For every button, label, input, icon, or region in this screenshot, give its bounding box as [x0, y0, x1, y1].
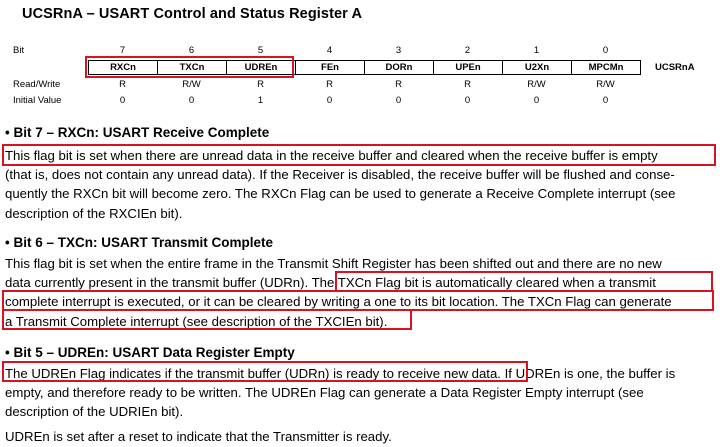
- bit-number: 1: [533, 45, 540, 56]
- text-line: description of the RXCIEn bit).: [5, 205, 183, 221]
- rw-cell: R: [395, 79, 402, 90]
- init-cell: 0: [533, 95, 540, 106]
- text-line: data currently present in the transmit buffer (UDRn). The TXCn Flag bit is automatically cleared when a transmit: [5, 275, 656, 291]
- highlight-box-bits: [85, 56, 294, 78]
- bit-name-cell: UPEn: [434, 61, 503, 74]
- highlight-box-txc-2: [2, 290, 714, 311]
- bit-name-cell: FEn: [296, 61, 365, 74]
- read-write-label: Read/Write: [13, 79, 61, 90]
- bit-name-cell: TXCn: [158, 61, 227, 74]
- highlight-box-udre: [2, 361, 528, 382]
- initial-value-label: Initial Value: [13, 95, 62, 106]
- bit-number: 3: [395, 45, 402, 56]
- rw-cell: R: [464, 79, 471, 90]
- init-cell: 0: [464, 95, 471, 106]
- section-footer-bit5: UDREn is set after a reset to indicate that the Transmitter is ready.: [5, 429, 392, 444]
- init-cell: 1: [257, 95, 264, 106]
- bit-label: Bit: [13, 45, 25, 56]
- rw-cell: R/W: [527, 79, 546, 90]
- bit-name-cell: DORn: [365, 61, 434, 74]
- text-line: description of the UDRIEn bit).: [5, 404, 184, 420]
- bit-name-cell: MPCMn: [588, 62, 624, 73]
- register-table: [0, 0, 720, 110]
- bit-name-cell: UDREn: [227, 61, 296, 74]
- init-cell: 0: [188, 95, 195, 106]
- init-cell: 0: [326, 95, 333, 106]
- bit-number: 6: [188, 45, 195, 56]
- text-line: quently the RXCn bit will become zero. The RXCn Flag can be used to generate a Receive Complete interrupt (see: [5, 186, 676, 202]
- bit-number: 2: [464, 45, 471, 56]
- rw-cell: R/W: [182, 79, 201, 90]
- section-heading-bit7: • Bit 7 – RXCn: USART Receive Complete: [5, 125, 270, 140]
- bit-name-cell: U2Xn: [503, 61, 572, 74]
- bit-number: 0: [602, 45, 609, 56]
- init-cell: 0: [119, 95, 126, 106]
- text-line: a Transmit Complete interrupt (see description of the TXCIEn bit).: [5, 313, 388, 329]
- highlight-box-rxc: [2, 144, 716, 166]
- page-title: UCSRnA – USART Control and Status Register A: [22, 6, 363, 22]
- rw-cell: R: [119, 79, 126, 90]
- bit-number: 7: [119, 45, 126, 56]
- register-name: UCSRnA: [655, 62, 695, 73]
- text-line: complete interrupt is executed, or it can be cleared by writing a one to its bit location. The TXCn Flag can generate: [5, 294, 672, 310]
- section-heading-bit6: • Bit 6 – TXCn: USART Transmit Complete: [5, 235, 274, 250]
- text-line: This flag bit is set when the entire frame in the Transmit Shift Register has been shifted out and there are no new: [5, 256, 662, 271]
- init-cell: 0: [395, 95, 402, 106]
- section-heading-bit5: • Bit 5 – UDREn: USART Data Register Empty: [5, 345, 295, 360]
- bit-name-cell: RXCn: [89, 61, 158, 74]
- bit-number: 5: [257, 45, 264, 56]
- text-line: This flag bit is set when there are unread data in the receive buffer and cleared when the receive buffer is empty: [5, 148, 658, 163]
- text-line: empty, and therefore ready to be written. The UDREn Flag can generate a Data Register Empty interrupt (see: [5, 385, 644, 401]
- rw-cell: R/W: [596, 79, 615, 90]
- bit-number: 4: [326, 45, 333, 56]
- rw-cell: R: [326, 79, 333, 90]
- text-line: (that is, does not contain any unread data). If the Receiver is disabled, the receive buffer will be flushed and conse-: [5, 167, 675, 183]
- highlight-box-txc-1: [335, 271, 713, 292]
- text-line: The UDREn Flag indicates if the transmit buffer (UDRn) is ready to receive new data. If UDREn is one, the buffer is: [5, 366, 676, 381]
- highlight-box-txc-3: [2, 309, 412, 330]
- rw-cell: R: [257, 79, 264, 90]
- init-cell: 0: [602, 95, 609, 106]
